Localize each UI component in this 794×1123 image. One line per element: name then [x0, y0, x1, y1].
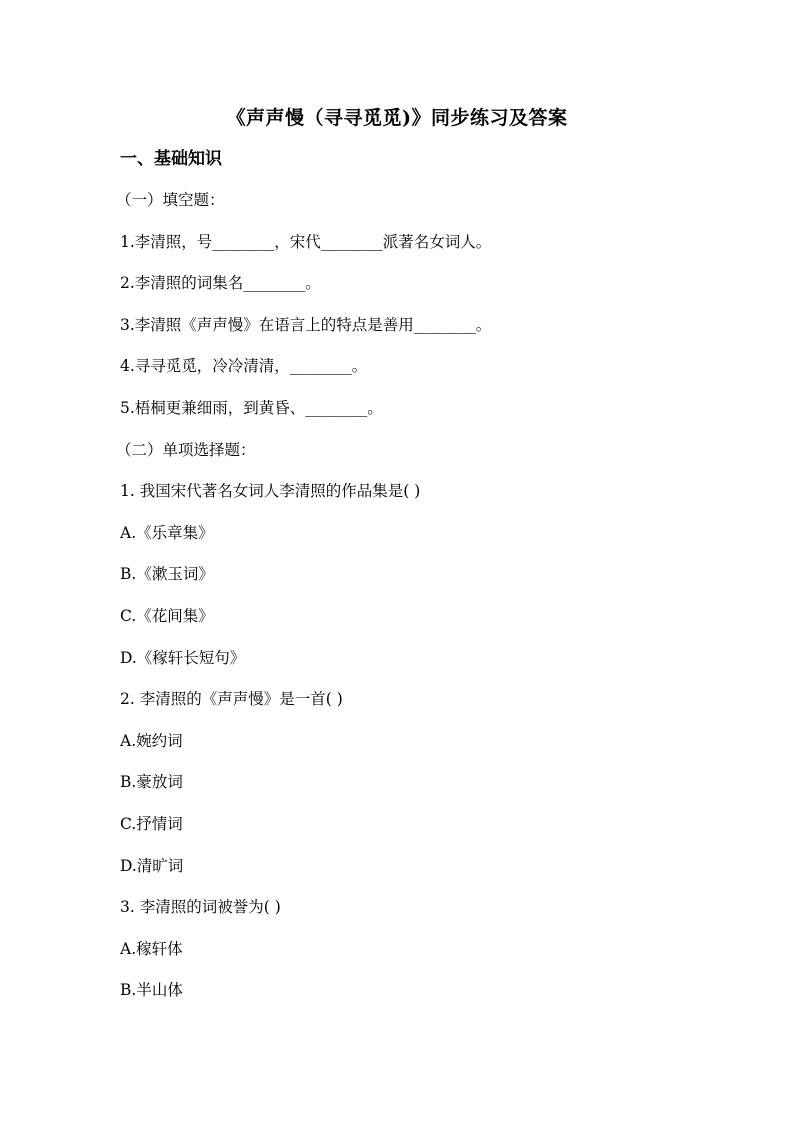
choice-question-2: 2. 李清照的《声声慢》是一首( ) — [120, 690, 343, 709]
subsection-multiple-choice: （二）单项选择题： — [116, 440, 256, 459]
choice-question-3: 3. 李清照的词被誉为( ) — [120, 898, 281, 917]
q2-option-c: C.抒情词 — [120, 814, 183, 833]
q2-option-b: B.豪放词 — [120, 773, 183, 792]
q1-option-a: A.《乐章集》 — [120, 523, 214, 542]
fill-question-3: 3.李清照《声声慢》在语言上的特点是善用________。 — [120, 315, 492, 334]
exercise-body — [116, 185, 740, 1017]
q1-option-d: D.《稼轩长短句》 — [120, 648, 246, 667]
fill-question-4: 4.寻寻觅觅，冷冷清清，________。 — [120, 357, 368, 376]
subsection-fill-in-blank: （一）填空题： — [116, 191, 225, 209]
fill-question-5: 5.梧桐更兼细雨，到黄昏、________。 — [120, 398, 383, 417]
choice-question-1: 1. 我国宋代著名女词人李清照的作品集是( ) — [120, 482, 421, 501]
q3-option-a: A.稼轩体 — [120, 939, 183, 958]
fill-question-1: 1.李清照，号________，宋代________派著名女词人。 — [120, 232, 492, 251]
section-heading-basic-knowledge: 一、基础知识 — [120, 149, 222, 169]
q2-option-a: A.婉约词 — [120, 731, 183, 750]
q1-option-c: C.《花间集》 — [120, 606, 214, 625]
document-title: 《声声慢（寻寻觅觅)》同步练习及答案 — [226, 107, 568, 129]
q3-option-b: B.半山体 — [120, 981, 183, 1000]
q2-option-d: D.清旷词 — [120, 856, 184, 875]
q1-option-b: B.《漱玉词》 — [120, 565, 214, 584]
fill-question-2: 2.李清照的词集名________。 — [120, 274, 321, 293]
